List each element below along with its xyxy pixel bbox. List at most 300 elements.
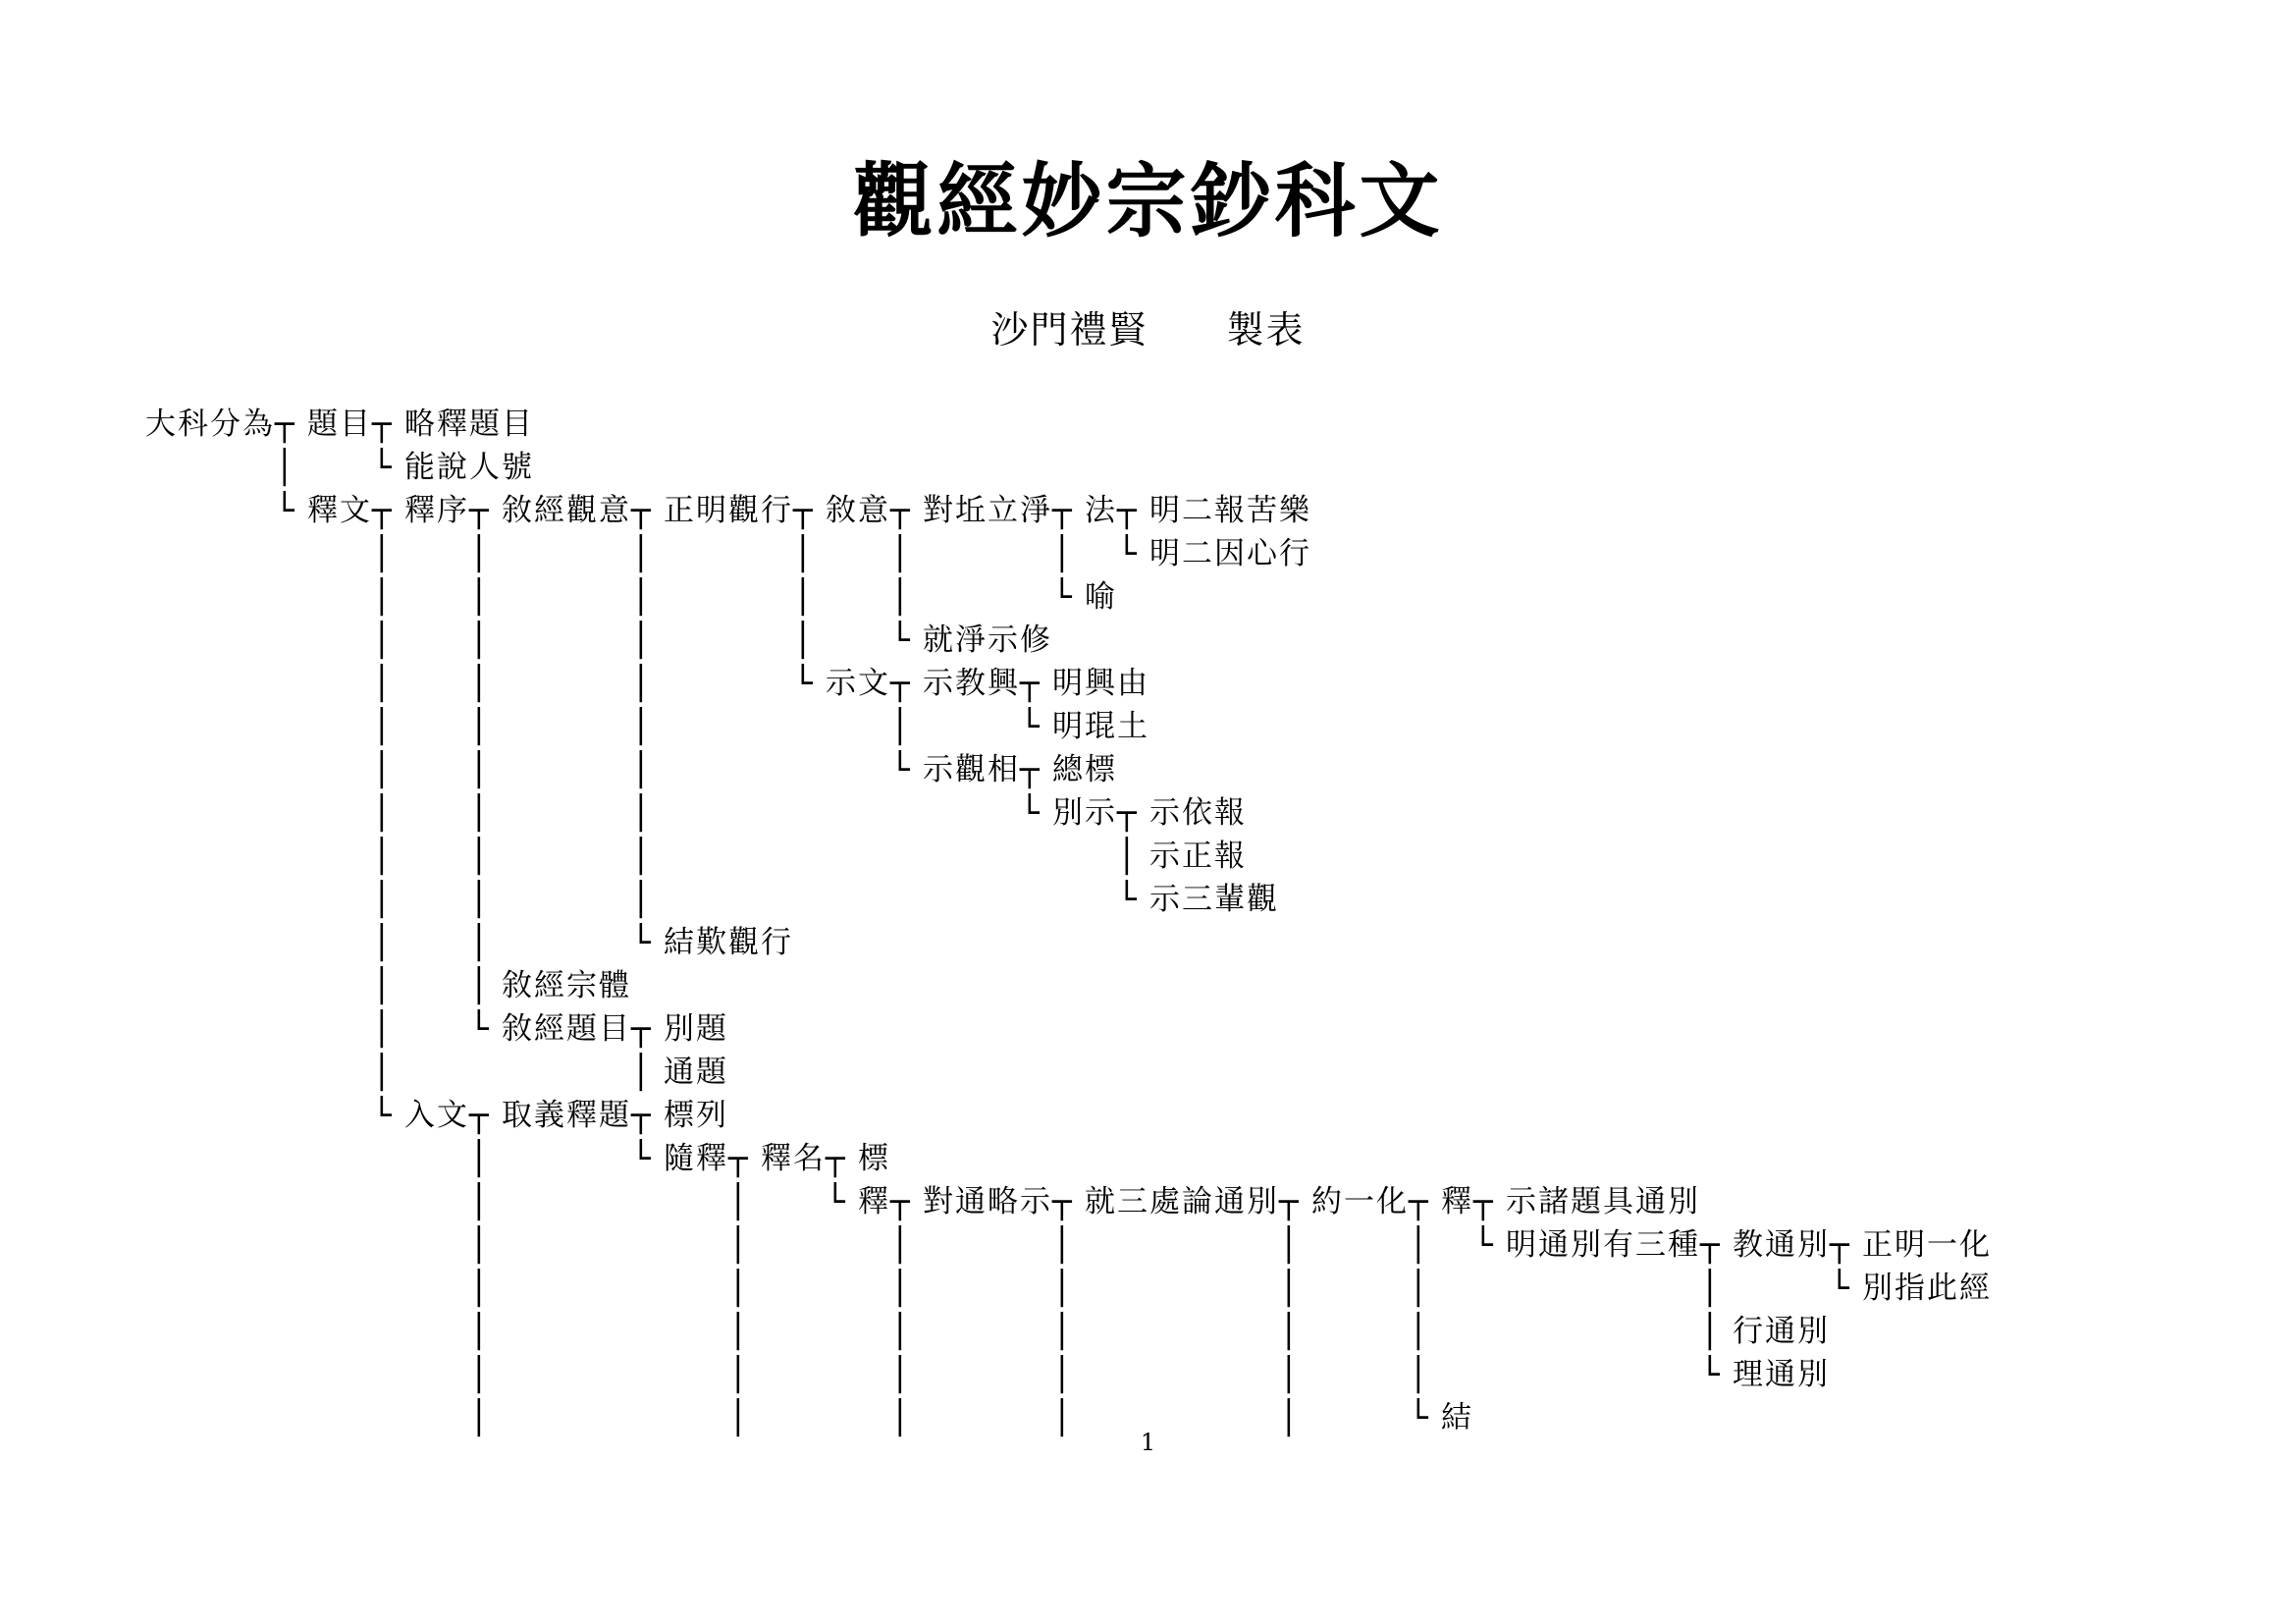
tree-connector: │ xyxy=(372,534,390,572)
tree-connector: │ xyxy=(890,1269,908,1307)
tree-spacer xyxy=(534,575,566,619)
tree-spacer xyxy=(566,1267,599,1310)
tree-glyph: 觀 xyxy=(955,752,986,787)
tree-spacer xyxy=(275,1223,307,1267)
tree-spacer xyxy=(1020,532,1052,575)
tree-connector: │ xyxy=(1052,534,1070,572)
tree-spacer xyxy=(599,1137,631,1180)
tree-connector: │ xyxy=(890,1398,908,1436)
tree-spacer xyxy=(566,921,599,964)
tree-spacer xyxy=(145,1223,178,1267)
tree-spacer xyxy=(1052,835,1085,878)
tree-glyph: 興 xyxy=(988,666,1018,701)
tree-spacer xyxy=(728,575,761,619)
tree-spacer xyxy=(437,1223,469,1267)
tree-spacer xyxy=(307,921,340,964)
tree-glyph: 通 xyxy=(1765,1227,1795,1263)
tree-spacer xyxy=(502,835,534,878)
tree-spacer xyxy=(178,1310,210,1353)
tree-connector: └ xyxy=(631,923,649,961)
tree-glyph: 題 xyxy=(469,406,500,442)
tree-glyph: 觀 xyxy=(566,493,597,528)
tree-spacer xyxy=(599,619,631,662)
tree-glyph: 行 xyxy=(761,925,791,960)
tree-spacer xyxy=(1214,1223,1247,1267)
tree-glyph: 隨 xyxy=(664,1141,694,1176)
tree-connector: │ xyxy=(372,793,390,832)
tree-spacer xyxy=(502,1267,534,1310)
tree-connector: │ xyxy=(793,621,811,659)
tree-glyph: 通 xyxy=(1214,1184,1245,1219)
tree-spacer xyxy=(1635,1353,1668,1396)
tree-spacer xyxy=(307,1137,340,1180)
tree-glyph: 入 xyxy=(404,1098,435,1133)
tree-spacer xyxy=(793,1267,826,1310)
tree-spacer xyxy=(307,446,340,489)
tree-glyph: 相 xyxy=(988,752,1018,787)
tree-glyph: 二 xyxy=(1182,536,1212,571)
tree-glyph: 正 xyxy=(1182,839,1212,874)
tree-connector: │ xyxy=(469,707,487,745)
tree-spacer xyxy=(242,1137,275,1180)
tree-row xyxy=(145,1007,1992,1051)
tree-spacer xyxy=(437,964,469,1007)
tree-glyph: 具 xyxy=(1603,1184,1633,1219)
tree-connector: │ xyxy=(631,534,649,572)
tree-connector: │ xyxy=(728,1312,746,1350)
tree-row xyxy=(145,705,1992,748)
tree-glyph: 三 xyxy=(1635,1227,1666,1263)
tree-glyph: 義 xyxy=(534,1098,564,1133)
tree-glyph: 能 xyxy=(404,450,435,485)
tree-glyph: 別 xyxy=(1247,1184,1277,1219)
tree-glyph: 示 xyxy=(1020,1184,1050,1219)
tree-spacer xyxy=(988,878,1020,921)
tree-glyph: 大 xyxy=(145,406,176,442)
tree-glyph: 教 xyxy=(955,666,986,701)
tree-glyph: 略 xyxy=(988,1184,1018,1219)
tree-spacer xyxy=(210,489,242,532)
tree-spacer xyxy=(923,791,955,835)
tree-spacer xyxy=(242,532,275,575)
tree-spacer xyxy=(858,1353,890,1396)
tree-spacer xyxy=(404,662,437,705)
tree-spacer xyxy=(534,1353,566,1396)
tree-connector: │ xyxy=(372,707,390,745)
tree-spacer xyxy=(566,532,599,575)
tree-row xyxy=(145,1094,1992,1137)
tree-spacer xyxy=(210,1051,242,1094)
tree-glyph: 文 xyxy=(858,666,888,701)
tree-spacer xyxy=(955,878,988,921)
tree-spacer xyxy=(145,878,178,921)
tree-spacer xyxy=(372,1310,404,1353)
tree-glyph: 釋 xyxy=(1441,1184,1471,1219)
tree-spacer xyxy=(404,1310,437,1353)
tree-spacer xyxy=(761,619,793,662)
tree-glyph: 通 xyxy=(1635,1184,1666,1219)
tree-spacer xyxy=(1149,1223,1182,1267)
tree-spacer xyxy=(242,1007,275,1051)
tree-spacer xyxy=(696,1353,728,1396)
tree-spacer xyxy=(599,791,631,835)
tree-spacer xyxy=(372,1353,404,1396)
tree-spacer xyxy=(275,705,307,748)
tree-connector: │ xyxy=(372,1009,390,1048)
tree-connector: │ xyxy=(728,1182,746,1220)
tree-spacer xyxy=(599,921,631,964)
tree-spacer xyxy=(1085,835,1117,878)
tree-spacer xyxy=(340,532,372,575)
tree-spacer xyxy=(599,1180,631,1223)
tree-glyph: 化 xyxy=(1376,1184,1407,1219)
tree-row xyxy=(145,878,1992,921)
tree-glyph: 題 xyxy=(696,1055,726,1090)
tree-row xyxy=(145,748,1992,791)
tree-connector: │ xyxy=(728,1269,746,1307)
tree-glyph: 示 xyxy=(923,752,953,787)
tree-spacer xyxy=(1765,1267,1797,1310)
tree-connector: │ xyxy=(372,750,390,788)
tree-spacer xyxy=(599,662,631,705)
tree-spacer xyxy=(1149,1353,1182,1396)
tree-spacer xyxy=(145,1137,178,1180)
tree-glyph: 題 xyxy=(307,406,338,442)
tree-row xyxy=(145,532,1992,575)
tree-connector: │ xyxy=(372,923,390,961)
tree-spacer xyxy=(988,705,1020,748)
tree-spacer xyxy=(988,532,1020,575)
tree-spacer xyxy=(404,748,437,791)
tree-spacer xyxy=(696,1180,728,1223)
tree-spacer xyxy=(923,1223,955,1267)
tree-glyph: 通 xyxy=(1538,1227,1569,1263)
tree-glyph: 略 xyxy=(404,406,435,442)
tree-connector: ┬ xyxy=(890,664,908,702)
tree-spacer xyxy=(502,705,534,748)
tree-spacer xyxy=(1635,1310,1668,1353)
tree-spacer xyxy=(437,1353,469,1396)
tree-connector: │ xyxy=(469,534,487,572)
tree-spacer xyxy=(696,532,728,575)
tree-spacer xyxy=(145,489,178,532)
tree-spacer xyxy=(631,1353,664,1396)
tree-spacer xyxy=(599,705,631,748)
tree-spacer xyxy=(307,575,340,619)
tree-spacer xyxy=(242,835,275,878)
tree-spacer xyxy=(534,619,566,662)
tree-glyph: 經 xyxy=(534,493,564,528)
tree-spacer xyxy=(955,1267,988,1310)
tree-connector: └ xyxy=(826,1182,843,1220)
tree-spacer xyxy=(437,835,469,878)
tree-connector: ┬ xyxy=(1117,793,1135,832)
tree-spacer xyxy=(1247,1353,1279,1396)
tree-spacer xyxy=(178,1137,210,1180)
tree-spacer xyxy=(566,1180,599,1223)
tree-connector: │ xyxy=(631,1053,649,1091)
tree-spacer xyxy=(178,705,210,748)
tree-spacer xyxy=(340,662,372,705)
tree-spacer xyxy=(1441,1223,1473,1267)
tree-spacer xyxy=(502,791,534,835)
tree-spacer xyxy=(1085,1267,1117,1310)
tree-spacer xyxy=(242,791,275,835)
tree-spacer xyxy=(664,835,696,878)
tree-spacer xyxy=(210,662,242,705)
tree-spacer xyxy=(1020,1223,1052,1267)
tree-connector: │ xyxy=(631,707,649,745)
tree-glyph: 釋 xyxy=(858,1184,888,1219)
tree-spacer xyxy=(242,662,275,705)
tree-row xyxy=(145,619,1992,662)
tree-spacer xyxy=(437,1180,469,1223)
tree-spacer xyxy=(178,619,210,662)
tree-spacer xyxy=(242,1223,275,1267)
tree-spacer xyxy=(340,1094,372,1137)
tree-spacer xyxy=(696,1310,728,1353)
tree-spacer xyxy=(1085,1353,1117,1396)
tree-spacer xyxy=(826,1353,858,1396)
tree-spacer xyxy=(1020,1353,1052,1396)
tree-connector: │ xyxy=(469,1139,487,1177)
tree-spacer xyxy=(404,1353,437,1396)
tree-connector: └ xyxy=(275,491,293,529)
tree-glyph: 興 xyxy=(1085,666,1115,701)
tree-spacer xyxy=(534,835,566,878)
tree-glyph: 示 xyxy=(1149,795,1180,831)
tree-spacer xyxy=(1538,1267,1571,1310)
tree-spacer xyxy=(178,1180,210,1223)
tree-spacer xyxy=(178,1267,210,1310)
tree-spacer xyxy=(534,1223,566,1267)
tree-spacer xyxy=(145,791,178,835)
tree-glyph: 別 xyxy=(1797,1314,1828,1349)
tree-spacer xyxy=(145,1051,178,1094)
tree-spacer xyxy=(178,921,210,964)
tree-connector: ┬ xyxy=(469,491,487,529)
tree-connector: │ xyxy=(1052,1225,1070,1264)
tree-glyph: 目 xyxy=(599,1011,629,1047)
tree-glyph: 明 xyxy=(1506,1227,1536,1263)
tree-spacer xyxy=(242,575,275,619)
tree-row xyxy=(145,575,1992,619)
tree-spacer xyxy=(340,1007,372,1051)
tree-spacer xyxy=(826,1310,858,1353)
tree-spacer xyxy=(761,835,793,878)
tree-glyph: 正 xyxy=(1862,1227,1893,1263)
tree-connector: ┬ xyxy=(1117,491,1135,529)
tree-connector: ┬ xyxy=(1020,664,1038,702)
tree-spacer xyxy=(826,1223,858,1267)
tree-row xyxy=(145,791,1992,835)
tree-glyph: 結 xyxy=(664,925,694,960)
tree-spacer xyxy=(728,662,761,705)
tree-connector: └ xyxy=(890,750,908,788)
tree-spacer xyxy=(178,662,210,705)
tree-spacer xyxy=(1635,1267,1668,1310)
tree-spacer xyxy=(664,619,696,662)
tree-connector: │ xyxy=(469,1182,487,1220)
tree-spacer xyxy=(275,921,307,964)
tree-connector: │ xyxy=(372,1053,390,1091)
tree-connector: ┬ xyxy=(1409,1182,1426,1220)
tree-spacer xyxy=(340,748,372,791)
tree-spacer xyxy=(404,532,437,575)
tree-spacer xyxy=(696,1223,728,1267)
tree-spacer xyxy=(664,662,696,705)
tree-spacer xyxy=(599,1051,631,1094)
tree-connector: ┬ xyxy=(1052,1182,1070,1220)
tree-glyph: 三 xyxy=(1182,882,1212,917)
tree-spacer xyxy=(307,705,340,748)
tree-spacer xyxy=(826,748,858,791)
tree-glyph: 苦 xyxy=(1247,493,1277,528)
tree-spacer xyxy=(1538,1353,1571,1396)
tree-spacer xyxy=(988,1267,1020,1310)
tree-spacer xyxy=(1441,1267,1473,1310)
tree-spacer xyxy=(761,1353,793,1396)
tree-glyph: 琨 xyxy=(1085,709,1115,744)
tree-spacer xyxy=(275,619,307,662)
tree-spacer xyxy=(145,835,178,878)
tree-connector: │ xyxy=(275,448,293,486)
tree-spacer xyxy=(242,921,275,964)
tree-glyph: 列 xyxy=(696,1098,726,1133)
tree-connector: ┬ xyxy=(728,1139,746,1177)
tree-spacer xyxy=(1344,1223,1376,1267)
tree-glyph: 人 xyxy=(469,450,500,485)
tree-row xyxy=(145,403,1992,446)
tree-spacer xyxy=(955,575,988,619)
tree-spacer xyxy=(858,619,890,662)
tree-connector: │ xyxy=(1052,1398,1070,1436)
tree-spacer xyxy=(1182,1310,1214,1353)
tree-spacer xyxy=(404,575,437,619)
tree-spacer xyxy=(599,575,631,619)
tree-spacer xyxy=(242,489,275,532)
tree-connector: ┬ xyxy=(275,405,293,443)
tree-spacer xyxy=(793,748,826,791)
tree-connector: │ xyxy=(728,1398,746,1436)
tree-spacer xyxy=(145,532,178,575)
tree-spacer xyxy=(437,532,469,575)
tree-spacer xyxy=(664,791,696,835)
tree-spacer xyxy=(1506,1310,1538,1353)
tree-spacer xyxy=(890,835,923,878)
tree-spacer xyxy=(1149,1267,1182,1310)
tree-spacer xyxy=(178,532,210,575)
tree-spacer xyxy=(242,964,275,1007)
tree-connector: └ xyxy=(1117,880,1135,918)
tree-spacer xyxy=(761,748,793,791)
tree-spacer xyxy=(599,835,631,878)
tree-spacer xyxy=(145,446,178,489)
tree-glyph: 科 xyxy=(178,406,208,442)
tree-connector: │ xyxy=(890,1312,908,1350)
tree-spacer xyxy=(696,1267,728,1310)
tree-spacer xyxy=(145,1007,178,1051)
tree-spacer xyxy=(307,619,340,662)
tree-spacer xyxy=(502,748,534,791)
tree-spacer xyxy=(178,878,210,921)
tree-spacer xyxy=(307,748,340,791)
tree-connector: └ xyxy=(793,664,811,702)
tree-spacer xyxy=(955,1310,988,1353)
tree-spacer xyxy=(178,964,210,1007)
tree-spacer xyxy=(793,791,826,835)
tree-spacer xyxy=(534,1310,566,1353)
tree-spacer xyxy=(307,1094,340,1137)
tree-spacer xyxy=(1117,1353,1149,1396)
tree-spacer xyxy=(242,748,275,791)
tree-spacer xyxy=(1571,1353,1603,1396)
tree-spacer xyxy=(242,446,275,489)
tree-glyph: 別 xyxy=(664,1011,694,1047)
tree-spacer xyxy=(210,921,242,964)
tree-spacer xyxy=(275,1310,307,1353)
tree-spacer xyxy=(437,1137,469,1180)
tree-connector: └ xyxy=(1052,577,1070,616)
tree-spacer xyxy=(1182,1267,1214,1310)
tree-glyph: 別 xyxy=(1668,1184,1698,1219)
tree-spacer xyxy=(534,921,566,964)
tree-spacer xyxy=(1085,1310,1117,1353)
tree-connector: └ xyxy=(1409,1398,1426,1436)
tree-spacer xyxy=(502,1223,534,1267)
tree-spacer xyxy=(566,835,599,878)
tree-spacer xyxy=(955,835,988,878)
tree-connector: │ xyxy=(631,880,649,918)
tree-spacer xyxy=(145,1267,178,1310)
tree-spacer xyxy=(858,705,890,748)
tree-connector: └ xyxy=(1020,707,1038,745)
tree-spacer xyxy=(534,748,566,791)
tree-spacer xyxy=(210,1353,242,1396)
tree-spacer xyxy=(1020,1267,1052,1310)
tree-spacer xyxy=(307,1051,340,1094)
tree-spacer xyxy=(275,964,307,1007)
tree-spacer xyxy=(178,748,210,791)
tree-spacer xyxy=(1214,1267,1247,1310)
tree-glyph: 一 xyxy=(1927,1227,1957,1263)
tree-connector: └ xyxy=(1473,1225,1491,1264)
tree-spacer xyxy=(761,1180,793,1223)
tree-spacer xyxy=(664,575,696,619)
tree-glyph: 釋 xyxy=(404,493,435,528)
tree-spacer xyxy=(210,446,242,489)
tree-connector: ┬ xyxy=(793,491,811,529)
tree-spacer xyxy=(210,748,242,791)
page-number: 1 xyxy=(1140,1429,1156,1456)
tree-spacer xyxy=(1473,1310,1506,1353)
tree-spacer xyxy=(372,1223,404,1267)
tree-spacer xyxy=(307,532,340,575)
tree-spacer xyxy=(566,1051,599,1094)
tree-connector: │ xyxy=(469,1355,487,1393)
tree-glyph: 結 xyxy=(1441,1400,1471,1435)
tree-spacer xyxy=(275,878,307,921)
tree-spacer xyxy=(1473,1353,1506,1396)
tree-spacer xyxy=(566,575,599,619)
tree-spacer xyxy=(210,1180,242,1223)
tree-spacer xyxy=(340,575,372,619)
tree-glyph: 此 xyxy=(1927,1271,1957,1306)
tree-glyph: 處 xyxy=(1149,1184,1180,1219)
tree-connector: │ xyxy=(469,837,487,875)
tree-spacer xyxy=(1182,1353,1214,1396)
tree-glyph: 體 xyxy=(599,968,629,1003)
